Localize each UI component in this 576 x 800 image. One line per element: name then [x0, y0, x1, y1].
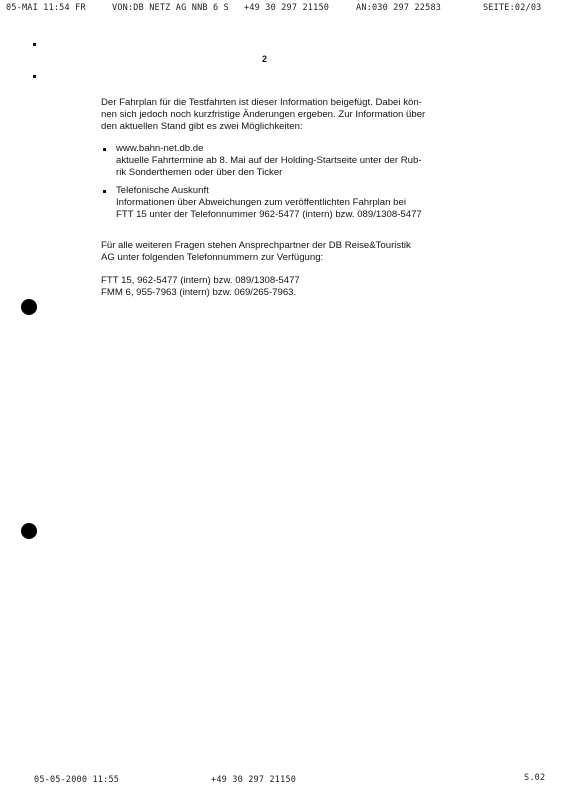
- further-questions-line: AG unter folgenden Telefonnummern zur Verfügung:: [101, 252, 324, 263]
- intro-line: Der Fahrplan für die Testfahrten ist dieser Information beigefügt. Dabei kön-: [101, 97, 422, 108]
- bullet-website: www.bahn-net.db.de: [116, 143, 204, 154]
- bullet-line: rik Sonderthemen oder über den Ticker: [116, 167, 283, 178]
- margin-mark: [33, 43, 36, 46]
- fax-header-datetime: 05-MAI 11:54 FR: [6, 3, 86, 13]
- contact-line: FMM 6, 955-7963 (intern) bzw. 069/265-7963.: [101, 287, 297, 298]
- bullet-marker: [103, 190, 106, 193]
- fax-footer-page: S.02: [524, 773, 546, 783]
- bullet-marker: [103, 148, 106, 151]
- intro-line: den aktuellen Stand gibt es zwei Möglichkeiten:: [101, 121, 303, 132]
- punch-hole: [21, 523, 37, 539]
- fax-footer-datetime: 05-05-2000 11:55: [34, 775, 120, 785]
- margin-mark: [33, 75, 36, 78]
- fax-footer-phone: +49 30 297 21150: [211, 775, 297, 785]
- punch-hole: [21, 299, 37, 315]
- fax-header-recipient: AN:030 297 22583: [356, 3, 442, 13]
- fax-header-page: SEITE:02/03: [483, 3, 542, 13]
- contact-line: FTT 15, 962-5477 (intern) bzw. 089/1308-5477: [101, 275, 300, 286]
- fax-header-phone: +49 30 297 21150: [244, 3, 330, 13]
- intro-line: nen sich jedoch noch kurzfristige Änderungen ergeben. Zur Information über: [101, 109, 426, 120]
- fax-header-sender: VON:DB NETZ AG NNB 6 S: [112, 3, 229, 13]
- bullet-heading: Telefonische Auskunft: [116, 185, 209, 196]
- page-number: 2: [262, 54, 268, 64]
- bullet-line: aktuelle Fahrtermine ab 8. Mai auf der Holding-Startseite unter der Rub-: [116, 155, 422, 166]
- further-questions-line: Für alle weiteren Fragen stehen Ansprechpartner der DB Reise&Touristik: [101, 240, 411, 251]
- bullet-line: Informationen über Abweichungen zum veröffentlichten Fahrplan bei: [116, 197, 406, 208]
- bullet-line: FTT 15 unter der Telefonnummer 962-5477 (intern) bzw. 089/1308-5477: [116, 209, 422, 220]
